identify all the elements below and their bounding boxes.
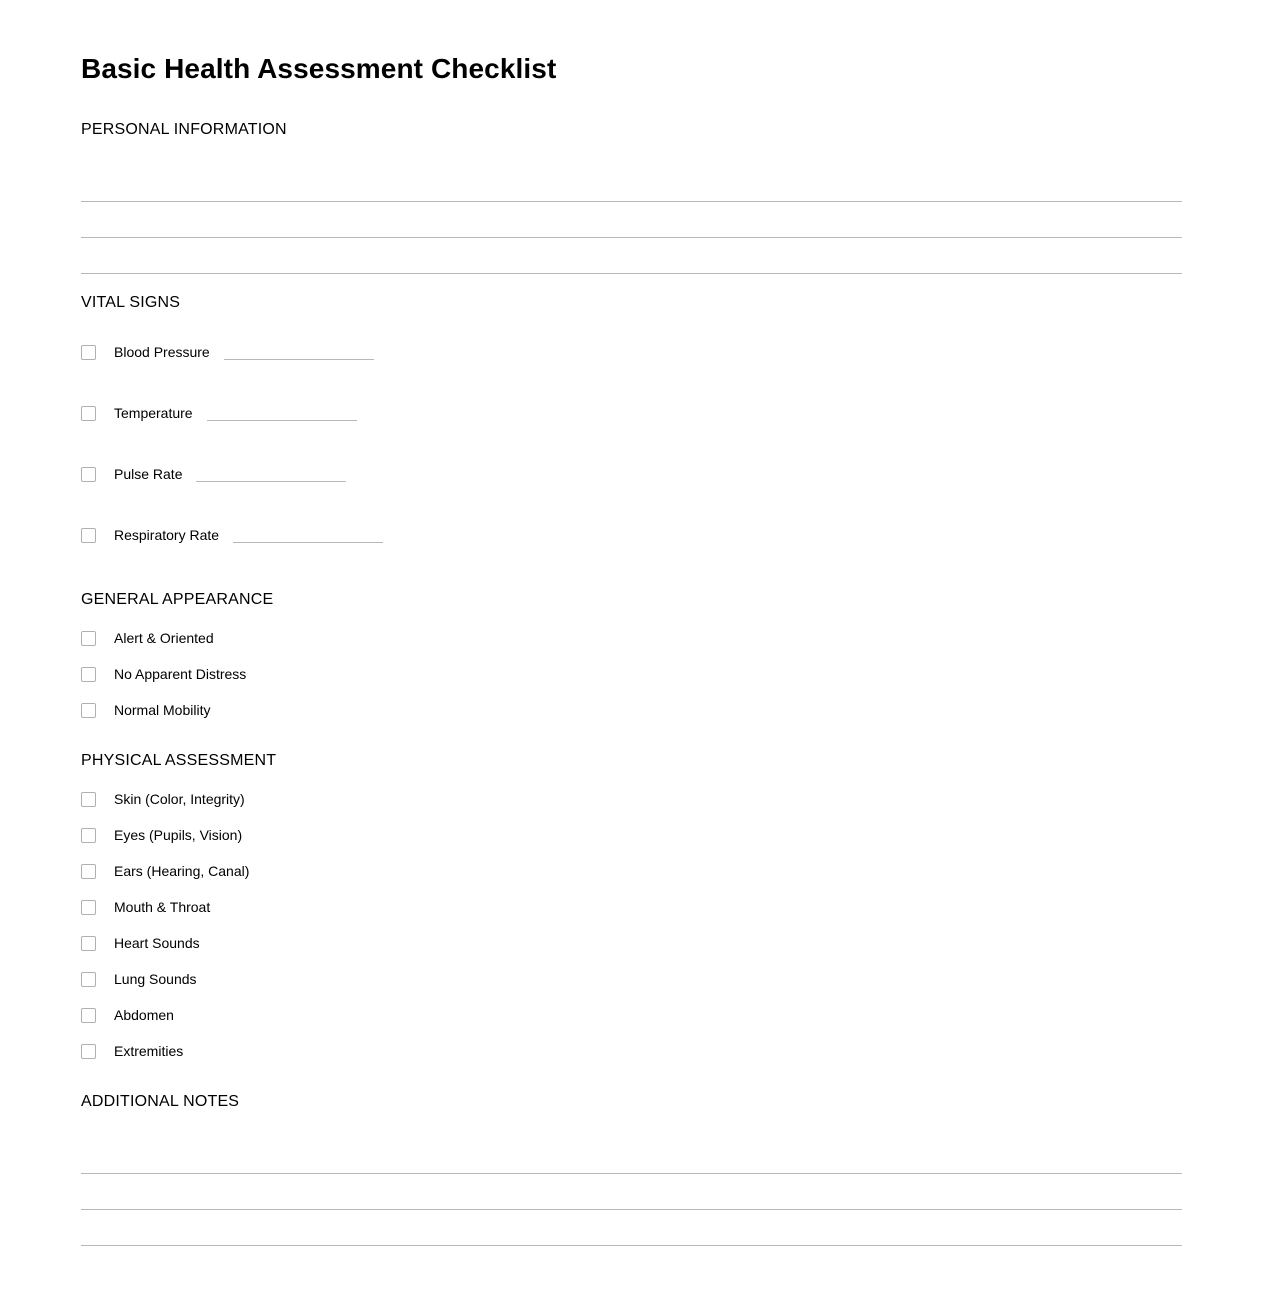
- checklist-row[interactable]: [81, 663, 1182, 685]
- section-heading-additional-notes: ADDITIONAL NOTES: [81, 1093, 240, 1110]
- section-vital-signs: [81, 293, 1182, 546]
- value-input-line[interactable]: [196, 481, 346, 482]
- checklist-item-label: No Apparent Distress: [114, 666, 247, 682]
- additional-notes-write-lines: [81, 1173, 1182, 1246]
- checklist-row[interactable]: [81, 463, 1182, 485]
- checklist-row[interactable]: [81, 699, 1182, 721]
- personal-information-line[interactable]: [81, 273, 1182, 274]
- checkbox-icon[interactable]: [81, 528, 96, 543]
- checkbox-icon[interactable]: [81, 936, 96, 951]
- checkbox-icon[interactable]: [81, 1044, 96, 1059]
- checklist-row[interactable]: [81, 896, 1182, 918]
- checkbox-icon[interactable]: [81, 406, 96, 421]
- checklist-item-label: Eyes (Pupils, Vision): [114, 827, 243, 843]
- additional-notes-line[interactable]: [81, 1245, 1182, 1246]
- general-appearance-list: [81, 627, 1182, 721]
- personal-information-line[interactable]: [81, 201, 1182, 202]
- personal-information-write-lines: [81, 201, 1182, 274]
- checklist-row[interactable]: [81, 402, 1182, 424]
- additional-notes-line[interactable]: [81, 1209, 1182, 1210]
- checklist-item-label: Blood Pressure: [114, 344, 210, 360]
- checklist-row[interactable]: [81, 627, 1182, 649]
- value-input-line[interactable]: [233, 542, 383, 543]
- value-input-line[interactable]: [224, 359, 374, 360]
- section-additional-notes: [81, 1092, 1182, 1246]
- vital-signs-list: [81, 341, 1182, 546]
- checklist-row[interactable]: [81, 1040, 1182, 1062]
- checkbox-icon[interactable]: [81, 792, 96, 807]
- section-heading-general-appearance: GENERAL APPEARANCE: [81, 591, 274, 608]
- checklist-item-label: Normal Mobility: [114, 702, 211, 718]
- checklist-row[interactable]: [81, 341, 1182, 363]
- checklist-item-label: Ears (Hearing, Canal): [114, 863, 250, 879]
- checklist-row[interactable]: [81, 860, 1182, 882]
- checklist-item-label: Heart Sounds: [114, 935, 200, 951]
- checkbox-icon[interactable]: [81, 467, 96, 482]
- checklist-row[interactable]: [81, 968, 1182, 990]
- checkbox-icon[interactable]: [81, 972, 96, 987]
- checklist-item-label: Abdomen: [114, 1007, 174, 1023]
- checklist-item-label: Respiratory Rate: [114, 527, 220, 543]
- checkbox-icon[interactable]: [81, 345, 96, 360]
- checkbox-icon[interactable]: [81, 631, 96, 646]
- checklist-item-label: Pulse Rate: [114, 466, 183, 482]
- checklist-row[interactable]: [81, 788, 1182, 810]
- section-general-appearance: [81, 590, 1182, 721]
- checklist-item-label: Alert & Oriented: [114, 630, 214, 646]
- checklist-item-label: Lung Sounds: [114, 971, 197, 987]
- checkbox-icon[interactable]: [81, 667, 96, 682]
- checklist-item-label: Mouth & Throat: [114, 899, 211, 915]
- checklist-item-label: Temperature: [114, 405, 193, 421]
- physical-assessment-list: [81, 788, 1182, 1062]
- checklist-row[interactable]: [81, 932, 1182, 954]
- section-heading-physical-assessment: PHYSICAL ASSESSMENT: [81, 752, 277, 769]
- checklist-row[interactable]: [81, 524, 1182, 546]
- checklist-item-label: Skin (Color, Integrity): [114, 791, 245, 807]
- checkbox-icon[interactable]: [81, 900, 96, 915]
- personal-information-line[interactable]: [81, 237, 1182, 238]
- checklist-row[interactable]: [81, 824, 1182, 846]
- page-title: Basic Health Assessment Checklist: [81, 53, 557, 84]
- section-physical-assessment: [81, 751, 1182, 1062]
- value-input-line[interactable]: [207, 420, 357, 421]
- checkbox-icon[interactable]: [81, 1008, 96, 1023]
- checkbox-icon[interactable]: [81, 828, 96, 843]
- section-heading-vital-signs: VITAL SIGNS: [81, 294, 181, 311]
- checkbox-icon[interactable]: [81, 864, 96, 879]
- checkbox-icon[interactable]: [81, 703, 96, 718]
- checklist-item-label: Extremities: [114, 1043, 184, 1059]
- additional-notes-line[interactable]: [81, 1173, 1182, 1174]
- section-heading-personal-information: PERSONAL INFORMATION: [81, 121, 287, 138]
- section-personal-information: [81, 120, 1182, 274]
- checklist-row[interactable]: [81, 1004, 1182, 1026]
